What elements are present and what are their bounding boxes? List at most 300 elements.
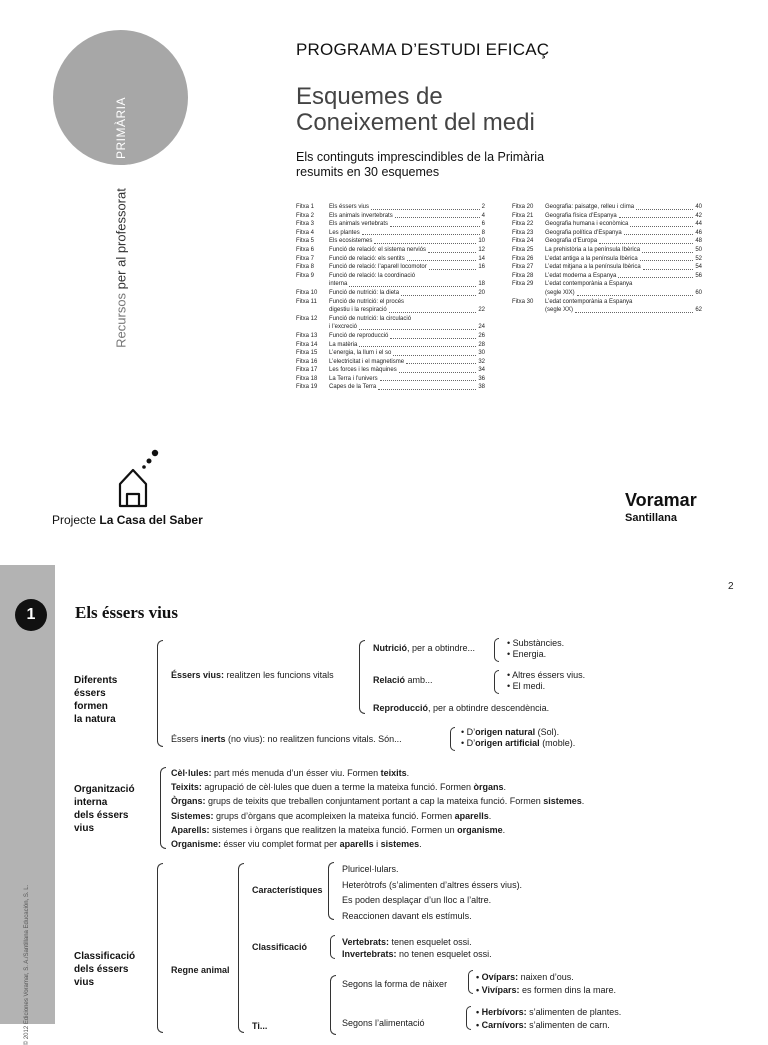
- toc-row: [512, 220, 702, 229]
- chapter-title: Els éssers vius: [75, 603, 178, 622]
- brace: [468, 970, 473, 994]
- toc-fitxa-title: Geografia: paisatge, relleu i clima: [545, 204, 635, 210]
- list-item: [476, 1006, 621, 1019]
- list-item: [461, 727, 575, 738]
- brace: [160, 767, 166, 849]
- toc-row: [512, 212, 702, 221]
- toc-fitxa-number: Fitxa 26: [512, 255, 534, 262]
- toc-row: [296, 306, 485, 315]
- toc-dot-leader: [636, 209, 693, 210]
- list-item: [342, 948, 492, 960]
- list-item: Pluricel·lulars.: [342, 864, 399, 874]
- toc-row: [296, 246, 485, 255]
- list-item: • El medi.: [507, 681, 546, 691]
- toc-page-number: 32: [478, 358, 485, 365]
- toc-page-number: 50: [695, 246, 702, 253]
- toc-fitxa-number: Fitxa 17: [296, 367, 318, 374]
- series-title: PROGRAMA D’ESTUDI EFICAÇ: [296, 40, 550, 59]
- heading-line: vius: [74, 823, 95, 834]
- toc-row: [296, 280, 485, 289]
- heading-line: vius: [74, 977, 95, 988]
- characteristics-label: [252, 885, 323, 896]
- term: Regne animal: [171, 965, 230, 975]
- definition: s’alimenten de carn.: [526, 1019, 610, 1030]
- chapter-number-badge: 1: [15, 599, 47, 631]
- toc-dot-leader: [640, 260, 694, 261]
- toc-fitxa-number: Fitxa 29: [512, 281, 534, 288]
- toc-fitxa-title: L’electricitat i el magnetisme: [329, 358, 405, 365]
- term: Sistemes:: [171, 810, 214, 821]
- list-item: • Altres éssers vius.: [507, 670, 586, 680]
- toc-fitxa-title: Els ecosistemes: [329, 238, 373, 245]
- toc-fitxa-title: Geografia humana i econòmica: [545, 221, 629, 228]
- list-item: [342, 936, 492, 948]
- toc-fitxa-title: Funció de relació: l’aparell locomotor: [329, 264, 427, 271]
- term: Cèl·lules:: [171, 768, 212, 778]
- term: Organisme:: [171, 839, 222, 850]
- definition: .: [406, 768, 410, 778]
- toc-row: [296, 375, 485, 384]
- definition: , per a obtindre...: [407, 643, 476, 653]
- toc-fitxa-title: digestiu i la respiració: [329, 307, 387, 314]
- term: aparells: [339, 839, 374, 850]
- toc-row: [296, 255, 485, 264]
- term: òrgans: [473, 782, 504, 793]
- section-heading-natura: [74, 674, 117, 726]
- term: origen artificial: [475, 738, 540, 748]
- toc-fitxa-number: Fitxa 27: [512, 264, 534, 271]
- toc-fitxa-number: Fitxa 10: [296, 289, 318, 296]
- brace: [494, 638, 499, 662]
- definition: no tenen esquelet ossi.: [396, 949, 492, 959]
- toc-dot-leader: [393, 355, 476, 356]
- toc-fitxa-title: L’edat mitjana a la península Ibèrica: [545, 264, 641, 271]
- toc-dot-leader: [390, 226, 480, 227]
- toc-page-number: 6: [481, 221, 485, 228]
- toc-fitxa-number: Fitxa 1: [296, 204, 315, 210]
- definition: i: [373, 839, 381, 850]
- toc-fitxa-number: Fitxa 30: [512, 298, 534, 305]
- term: aparells: [454, 810, 489, 821]
- toc-fitxa-number: Fitxa 18: [296, 375, 318, 382]
- definition: (no vius): no realitzen funcions vitals. Són...: [225, 734, 402, 744]
- heading-line: Organització: [74, 784, 135, 795]
- toc-row: [296, 237, 485, 246]
- toc-fitxa-number: Fitxa 24: [512, 238, 534, 245]
- term: Característiques: [252, 885, 323, 895]
- toc-dot-leader: [577, 295, 694, 296]
- inert-beings-text: [171, 734, 402, 745]
- toc-fitxa-number: Fitxa 19: [296, 384, 318, 391]
- definition: grups d’òrgans que acompleixen la mateixa funció. Formen: [213, 810, 455, 821]
- organization-line: [171, 837, 584, 851]
- animal-kingdom-label: [171, 965, 230, 976]
- heading-line: éssers: [74, 688, 106, 699]
- definition: realitzen les funcions vitals: [224, 670, 334, 680]
- resources-label: [114, 188, 129, 348]
- definition: .: [503, 782, 507, 793]
- publisher-sub: Santillana: [625, 512, 677, 524]
- toc-dot-leader: [380, 380, 477, 381]
- toc-fitxa-number: Fitxa 23: [512, 229, 534, 236]
- brace: [330, 975, 336, 1035]
- toc-page-number: 46: [695, 229, 702, 236]
- toc-row: [512, 203, 702, 212]
- organization-line: [171, 809, 584, 823]
- toc-fitxa-title: L’edat contemporània a Espanya: [545, 281, 633, 288]
- house-logo-icon: [114, 448, 164, 508]
- classification-label: [252, 942, 307, 953]
- term: Classificació: [252, 942, 308, 952]
- toc-row: [296, 323, 485, 332]
- toc-fitxa-title: Capes de la Terra: [329, 384, 377, 391]
- toc-fitxa-title: Els animals vertebrats: [329, 221, 389, 228]
- toc-page-number: 14: [478, 255, 485, 262]
- characteristics-list: [342, 862, 522, 924]
- text: (moble).: [539, 738, 576, 748]
- food-list: [476, 1006, 621, 1031]
- toc-dot-leader: [575, 312, 693, 313]
- toc-page-number: 52: [695, 255, 702, 262]
- term: Nutrició: [373, 643, 408, 653]
- definition: Éssers: [171, 734, 202, 744]
- section-heading-classificacio: [74, 950, 135, 989]
- toc-fitxa-title: L’edat contemporània a Espanya: [545, 298, 633, 305]
- term: sistemes: [543, 796, 582, 807]
- toc-fitxa-title: interna: [329, 281, 348, 288]
- text: (Sol).: [535, 727, 560, 737]
- term: Òrgans:: [171, 796, 206, 807]
- toc-fitxa-title: La prehistòria a la península Ibèrica: [545, 246, 641, 253]
- toc-row: [296, 315, 485, 324]
- definition: tenen esquelet ossi.: [389, 937, 472, 947]
- toc-dot-leader: [428, 252, 476, 253]
- toc-fitxa-number: Fitxa 20: [512, 204, 534, 210]
- term: Aparells:: [171, 824, 210, 835]
- toc-page-number: 60: [695, 289, 702, 296]
- toc-row: [512, 280, 702, 289]
- book-title: [296, 84, 535, 136]
- term: Vertebrats:: [342, 937, 390, 947]
- toc-dot-leader: [401, 295, 476, 296]
- toc-dot-leader: [642, 252, 693, 253]
- toc-fitxa-title: L’edat moderna a Espanya: [545, 272, 617, 279]
- toc-page-number: 40: [695, 204, 702, 210]
- toc-row: [512, 306, 702, 315]
- resources-label-rest: per al professorat: [113, 188, 129, 293]
- term: • Vivípars:: [476, 984, 520, 995]
- heading-line: dels éssers: [74, 964, 129, 975]
- term: • Herbívors:: [476, 1007, 527, 1017]
- page-number: 2: [728, 581, 734, 592]
- toc-row: [296, 203, 485, 212]
- toc-fitxa-number: Fitxa 8: [296, 264, 315, 271]
- brace: [450, 727, 455, 751]
- toc-dot-leader: [359, 329, 476, 330]
- list-item: [476, 984, 616, 997]
- toc-page-number: 54: [695, 264, 702, 271]
- toc-dot-leader: [374, 243, 476, 244]
- book-subtitle-line: Els continguts imprescindibles de la Primària: [296, 150, 545, 164]
- toc-page-number: 48: [695, 238, 702, 245]
- toc-dot-leader: [359, 346, 476, 347]
- term: Reproducció: [373, 703, 429, 713]
- toc-fitxa-title: Les forces i les màquines: [329, 367, 397, 374]
- toc-dot-leader: [349, 286, 476, 287]
- toc-row: [296, 332, 485, 341]
- toc-fitxa-number: Fitxa 11: [296, 298, 317, 305]
- nutrition-items: [507, 638, 564, 660]
- toc-fitxa-number: Fitxa 13: [296, 332, 318, 339]
- definition: grups de teixits que treballen conjuntament portant a cap la mateixa funció. Formen: [205, 796, 544, 807]
- copyright-note: © 2012 Ediciones Voramar, S. A./Santillana Educación, S. L.: [24, 884, 30, 1045]
- text: • D’: [461, 727, 476, 737]
- brace: [157, 863, 163, 1033]
- toc-fitxa-title: Els animals invertebrats: [329, 212, 393, 219]
- toc-row: [512, 298, 702, 307]
- brace: [466, 1006, 471, 1030]
- book-subtitle-line: resumits en 30 esquemes: [296, 165, 440, 179]
- organization-line: [171, 823, 584, 837]
- definition: , per a obtindre descendència.: [428, 703, 550, 713]
- term: organisme: [457, 824, 503, 835]
- toc-dot-leader: [395, 217, 480, 218]
- toc-row: [296, 383, 485, 392]
- toc-row: [296, 341, 485, 350]
- term: origen natural: [475, 727, 536, 737]
- toc-dot-leader: [618, 277, 693, 278]
- heading-line: interna: [74, 797, 108, 808]
- toc-fitxa-number: Fitxa 15: [296, 350, 318, 357]
- toc-fitxa-number: Fitxa 14: [296, 341, 318, 348]
- toc-fitxa-number: Fitxa 12: [296, 315, 318, 322]
- list-item: • Substàncies.: [507, 638, 565, 648]
- toc-fitxa-title: Els éssers vius: [329, 204, 370, 210]
- toc-page-number: 62: [695, 307, 702, 314]
- toc-fitxa-number: Fitxa 5: [296, 238, 315, 245]
- toc-page-number: 18: [478, 281, 485, 288]
- toc-dot-leader: [643, 269, 694, 270]
- definition: .: [488, 810, 492, 821]
- toc-dot-leader: [362, 234, 480, 235]
- toc-dot-leader: [390, 338, 476, 339]
- toc-row: [512, 289, 702, 298]
- toc-page-number: 24: [478, 324, 485, 331]
- toc-row: [296, 298, 485, 307]
- definition: .: [581, 796, 585, 807]
- relation-items: [507, 670, 585, 692]
- food-label: Segons l’alimentació: [342, 1018, 425, 1028]
- living-beings-text: [171, 670, 334, 681]
- list-item: Heteròtrofs (s’alimenten d’altres éssers vius).: [342, 879, 523, 890]
- toc-fitxa-number: Fitxa 6: [296, 246, 315, 253]
- book-title-line: Esquemes de: [296, 83, 443, 110]
- toc-dot-leader: [371, 209, 480, 210]
- toc-dot-leader: [599, 243, 693, 244]
- heading-line: Classificació: [74, 951, 136, 962]
- project-title: La Casa del Saber: [99, 513, 203, 527]
- toc-page-number: 38: [478, 384, 485, 391]
- toc-dot-leader: [429, 269, 477, 270]
- toc-row: [296, 366, 485, 375]
- scheme-page: [0, 565, 768, 1045]
- toc-fitxa-number: Fitxa 22: [512, 221, 534, 228]
- toc-page-number: 36: [478, 375, 485, 382]
- toc-page-number: 12: [478, 246, 485, 253]
- toc-fitxa-title: Funció de nutrició: la dieta: [329, 289, 400, 296]
- toc-dot-leader: [407, 260, 477, 261]
- toc-page-number: 26: [478, 332, 485, 339]
- toc-fitxa-title: Geografia política d’Espanya: [545, 229, 622, 236]
- toc-fitxa-number: Fitxa 2: [296, 212, 315, 219]
- brace: [359, 640, 365, 714]
- toc-row: [512, 263, 702, 272]
- project-prefix: Projecte: [52, 513, 100, 527]
- organization-line: [171, 766, 584, 780]
- toc-row: [296, 220, 485, 229]
- list-item: • Energia.: [507, 649, 547, 659]
- toc-fitxa-title: Geografia d’Europa: [545, 238, 598, 245]
- toc-fitxa-title: (segle XIX): [545, 289, 575, 296]
- toc-fitxa-title: Funció de relació: el sistema nerviós: [329, 246, 427, 253]
- toc-right-column: [512, 203, 702, 315]
- term: Éssers vius:: [171, 670, 225, 680]
- toc-row: [296, 349, 485, 358]
- toc-fitxa-title: i l’excreció: [329, 324, 358, 331]
- definition: sistemes i òrgans que realitzen la mateixa funció. Formen un: [209, 824, 458, 835]
- heading-line: dels éssers: [74, 810, 129, 821]
- toc-row: [296, 229, 485, 238]
- toc-fitxa-number: Fitxa 21: [512, 212, 534, 219]
- toc-fitxa-title: La matèria: [329, 341, 358, 348]
- toc-page-number: 8: [481, 229, 485, 236]
- toc-fitxa-title: L’energia, la llum i el so: [329, 350, 392, 357]
- text: • D’: [461, 738, 476, 748]
- definition: es formen dins la mare.: [519, 984, 617, 995]
- heading-line: la natura: [74, 714, 116, 725]
- toc-fitxa-number: Fitxa 16: [296, 358, 318, 365]
- toc-fitxa-number: Fitxa 4: [296, 229, 315, 236]
- toc-dot-leader: [389, 312, 477, 313]
- toc-fitxa-title: (segle XX): [545, 307, 574, 314]
- definition: ésser viu complet format per: [221, 839, 340, 850]
- toc-dot-leader: [619, 217, 694, 218]
- toc-page-number: 22: [478, 307, 485, 314]
- nutrition-text: [373, 643, 475, 654]
- organization-list: [171, 766, 584, 851]
- heading-line: formen: [74, 701, 108, 712]
- toc-row: [512, 272, 702, 281]
- toc-fitxa-number: Fitxa 9: [296, 272, 315, 279]
- term: sistemes: [380, 839, 420, 850]
- toc-row: [512, 229, 702, 238]
- brace: [328, 862, 334, 920]
- toc-fitxa-title: Funció de nutrició: la circulació: [329, 315, 412, 322]
- toc-page-number: 30: [478, 350, 485, 357]
- book-title-line: Coneixement del medi: [296, 109, 535, 136]
- toc-dot-leader: [630, 226, 693, 227]
- term: Invertebrats:: [342, 949, 397, 959]
- definition: .: [502, 824, 506, 835]
- types-label: [252, 1021, 267, 1032]
- section-heading-organitzacio: [74, 783, 135, 835]
- toc-left-column: [296, 203, 485, 392]
- term: teixits: [380, 768, 407, 778]
- organization-line: [171, 780, 584, 794]
- toc-fitxa-title: Les plantes: [329, 229, 360, 236]
- toc-row: [296, 212, 485, 221]
- toc-fitxa-title: L’edat antiga a la península Ibèrica: [545, 255, 638, 262]
- toc-row: [512, 255, 702, 264]
- toc-row: [296, 272, 485, 281]
- origin-items: [461, 727, 575, 749]
- project-name: [52, 513, 203, 527]
- toc-fitxa-number: Fitxa 28: [512, 272, 534, 279]
- toc-row: [296, 263, 485, 272]
- toc-dot-leader: [378, 389, 476, 390]
- definition: agrupació de cèl·lules que duen a terme la mateixa funció. Formen: [201, 782, 474, 793]
- list-item: [461, 738, 575, 749]
- toc-row: [296, 358, 485, 367]
- resources-label-light: Recursos: [113, 292, 129, 348]
- toc-fitxa-title: Funció de relació: la coordinació: [329, 272, 416, 279]
- term: Teixits:: [171, 782, 202, 793]
- toc-page-number: 42: [695, 212, 702, 219]
- publisher-name: Voramar: [625, 490, 697, 510]
- toc-page-number: 2: [481, 204, 485, 210]
- toc-page-number: 56: [695, 272, 702, 279]
- definition: amb...: [405, 675, 433, 685]
- toc-fitxa-number: Fitxa 25: [512, 246, 534, 253]
- toc-dot-leader: [406, 363, 476, 364]
- toc-page-number: 34: [478, 367, 485, 374]
- term: Relació: [373, 675, 406, 685]
- relation-text: [373, 675, 433, 686]
- list-item: [476, 971, 616, 984]
- toc-page-number: 20: [478, 289, 485, 296]
- term: • Carnívors:: [476, 1019, 527, 1030]
- birth-list: [476, 971, 616, 996]
- toc-page-number: 4: [481, 212, 485, 219]
- birth-label: Segons la forma de nàixer: [342, 979, 448, 989]
- toc-fitxa-title: Geografia física d’Espanya: [545, 212, 617, 219]
- toc-fitxa-number: Fitxa 7: [296, 255, 315, 262]
- definition: part més menuda d’un ésser viu. Formen: [211, 768, 381, 778]
- toc-fitxa-title: Funció de reproducció: [329, 332, 389, 339]
- term: inerts: [201, 734, 226, 744]
- toc-fitxa-title: La Terra i l’univers: [329, 375, 378, 382]
- toc-fitxa-title: Funció de relació: els sentits: [329, 255, 405, 262]
- reproduction-text: [373, 703, 549, 714]
- toc-fitxa-title: Funció de nutrició: el procés: [329, 298, 405, 305]
- term: • Ovípars:: [476, 972, 519, 982]
- toc-dot-leader: [624, 234, 694, 235]
- list-item: [476, 1019, 621, 1032]
- list-item: Reaccionen davant els estímuls.: [342, 910, 472, 921]
- organization-line: [171, 794, 584, 808]
- definition: .: [419, 839, 422, 850]
- level-label: PRIMÀRIA: [114, 96, 128, 160]
- toc-row: [296, 289, 485, 298]
- list-item: Es poden desplaçar d’un lloc a l’altre.: [342, 895, 492, 905]
- brace: [494, 670, 499, 694]
- brace: [157, 640, 163, 747]
- toc-page-number: 28: [478, 341, 485, 348]
- brace: [238, 863, 244, 1033]
- toc-row: [512, 237, 702, 246]
- toc-row: [512, 246, 702, 255]
- definition: s’alimenten de plantes.: [526, 1007, 622, 1017]
